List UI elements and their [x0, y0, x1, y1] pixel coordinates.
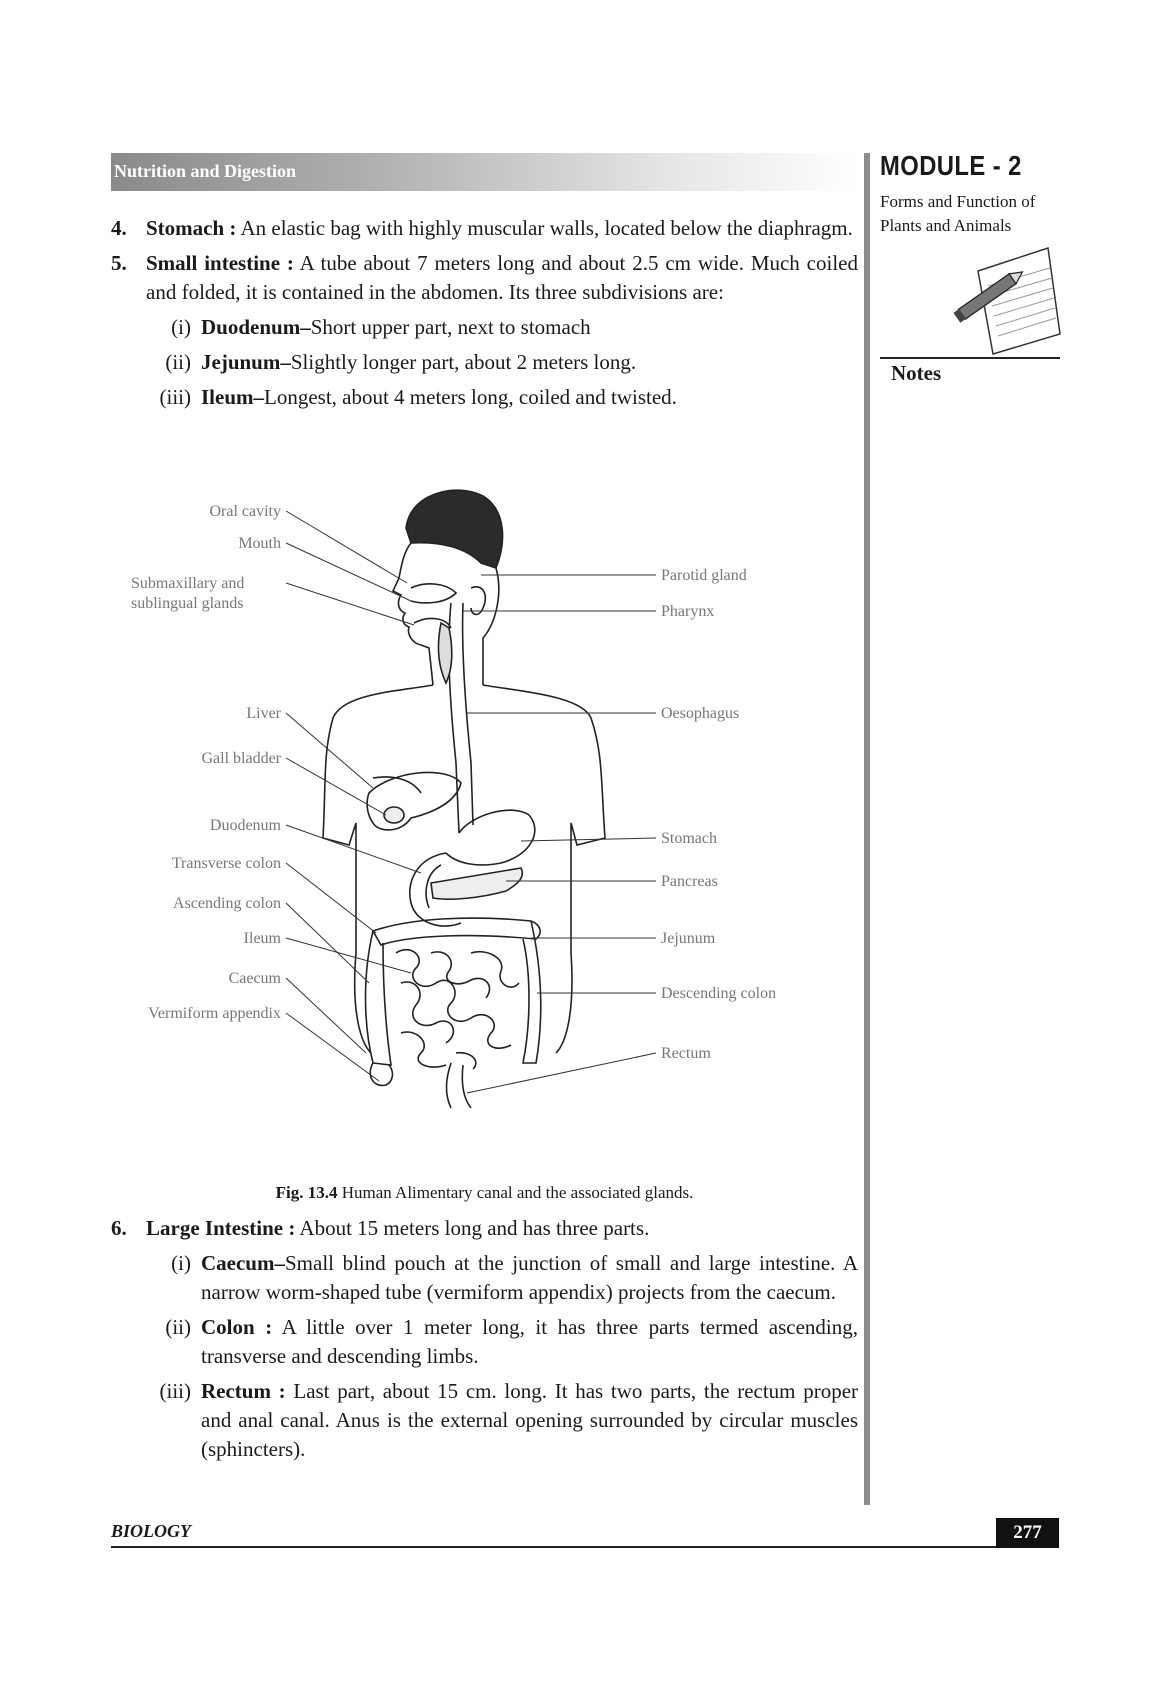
main-content-continued: [111, 1214, 858, 1470]
label-vermiform-appendix: Vermiform appendix: [148, 1005, 281, 1022]
alimentary-canal-diagram: [111, 453, 858, 1143]
module-subtitle-line2: Plants and Animals: [880, 216, 1012, 235]
item-term: Large Intestine :: [146, 1216, 296, 1240]
footer-subject: BIOLOGY: [111, 1521, 191, 1541]
margin-divider: [864, 153, 870, 1505]
label-stomach: Stomach: [661, 830, 717, 847]
item-text: An elastic bag with highly muscular walls, located below the diaphragm.: [236, 216, 853, 240]
label-submaxillary-1: Submaxillary and: [131, 575, 245, 592]
sub-item-colon: [111, 1313, 858, 1371]
label-duodenum: Duodenum: [209, 817, 281, 834]
list-item-large-intestine: [111, 1214, 858, 1243]
list-item-small-intestine: [111, 249, 858, 307]
sub-number: (ii): [165, 1315, 191, 1339]
label-ascending-colon: Ascending colon: [173, 895, 281, 912]
sub-number: (iii): [159, 385, 191, 409]
sub-number: (iii): [159, 1379, 191, 1403]
item-text: A tube about 7 meters long and about 2.5 cm wide. Much coiled and folded, it is contained in the abdomen. Its three subdivisions are:: [146, 251, 858, 304]
sub-term: Jejunum–: [201, 350, 291, 374]
module-subtitle-line1: Forms and Function of: [880, 192, 1036, 211]
sub-number: (i): [171, 315, 191, 339]
sub-text: Last part, about 15 cm. long. It has two parts, the rectum proper and anal canal. Anus is the external opening surrounded by circular muscles (sphincters).: [201, 1379, 859, 1461]
sub-term: Duodenum–: [201, 315, 311, 339]
label-gall-bladder: Gall bladder: [201, 750, 281, 767]
section-title: Nutrition and Digestion: [114, 161, 297, 181]
main-content: [111, 214, 858, 418]
label-liver: Liver: [246, 705, 281, 722]
caption-text: Human Alimentary canal and the associated glands.: [337, 1183, 694, 1202]
item-number: 4.: [111, 216, 127, 240]
section-header-bar: [111, 153, 859, 191]
label-submaxillary-2: sublingual glands: [131, 595, 244, 612]
sub-text: A little over 1 meter long, it has three parts termed ascending, transverse and descending limbs.: [201, 1315, 858, 1368]
module-subtitle: [880, 190, 1080, 238]
item-term: Small intestine :: [146, 251, 294, 275]
item-number: 6.: [111, 1216, 127, 1240]
sub-term: Ileum–: [201, 385, 264, 409]
item-term: Stomach :: [146, 216, 237, 240]
label-ileum: Ileum: [243, 930, 281, 947]
sub-item-rectum: [111, 1377, 858, 1464]
item-text: About 15 meters long and has three parts.: [295, 1216, 650, 1240]
label-mouth: Mouth: [238, 535, 281, 552]
label-oral-cavity: Oral cavity: [209, 503, 281, 520]
list-item-stomach: [111, 214, 858, 243]
sub-item-duodenum: [111, 313, 858, 342]
sub-item-ileum: [111, 383, 858, 412]
sub-text: Longest, about 4 meters long, coiled and twisted.: [264, 385, 677, 409]
caption-label: Fig. 13.4: [275, 1183, 338, 1202]
item-number: 5.: [111, 251, 127, 275]
label-parotid-gland: Parotid gland: [661, 567, 747, 584]
sub-number: (i): [171, 1251, 191, 1275]
label-caecum: Caecum: [228, 970, 281, 987]
notes-label: Notes: [891, 361, 942, 385]
page-number: 277: [996, 1518, 1059, 1548]
sub-term: Colon :: [201, 1315, 273, 1339]
sub-text: Small blind pouch at the junction of small and large intestine. A narrow worm-shaped tube (vermiform appendix) projects from the caecum.: [201, 1251, 858, 1304]
notepad-pencil-icon: [948, 246, 1063, 361]
footer-rule: [111, 1546, 1059, 1548]
module-title: MODULE - 2: [880, 150, 1022, 181]
label-rectum: Rectum: [661, 1045, 711, 1062]
sub-number: (ii): [165, 350, 191, 374]
label-transverse-colon: Transverse colon: [171, 855, 281, 872]
sub-item-jejunum: [111, 348, 858, 377]
sub-text: Short upper part, next to stomach: [310, 315, 591, 339]
sub-text: Slightly longer part, about 2 meters long.: [290, 350, 637, 374]
sub-term: Rectum :: [201, 1379, 286, 1403]
label-descending-colon: Descending colon: [661, 985, 777, 1002]
label-jejunum: Jejunum: [661, 930, 716, 947]
figure-caption: [111, 1183, 858, 1203]
label-oesophagus: Oesophagus: [661, 705, 740, 722]
notes-rule: [880, 357, 1060, 359]
sub-term: Caecum–: [201, 1251, 285, 1275]
label-pharynx: Pharynx: [661, 603, 715, 620]
sub-item-caecum: [111, 1249, 858, 1307]
label-pancreas: Pancreas: [661, 873, 718, 890]
